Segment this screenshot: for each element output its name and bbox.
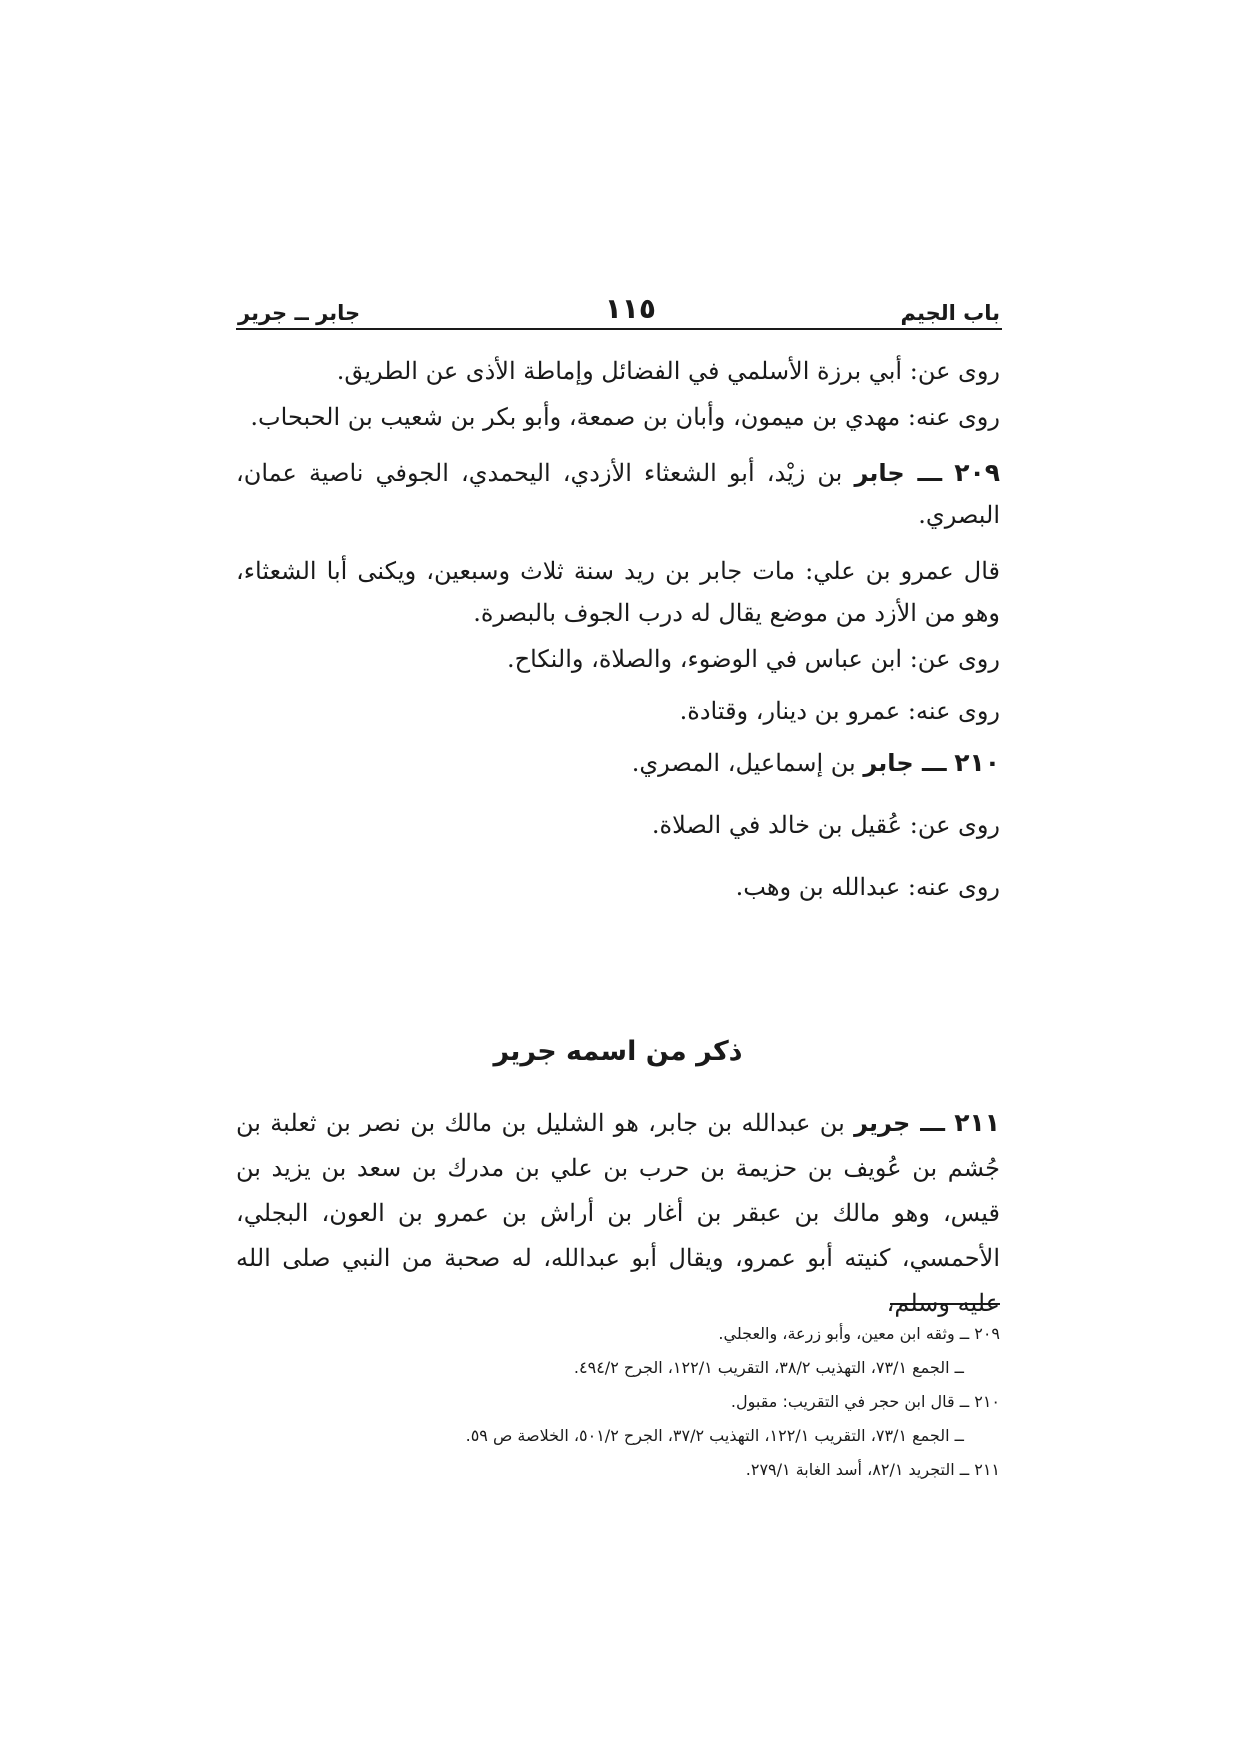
footnote-line: ٢٠٩ ــ وثقه ابن معين، وأبو زرعة، والعجلي. <box>718 1324 1000 1343</box>
paragraph-narrated-by: روى عنه: عمرو بن دينار، وقتادة. <box>679 697 1000 725</box>
entry-text: بن إسماعيل، المصري. <box>631 749 864 777</box>
paragraph-narrated-from: روى عن: أبي برزة الأسلمي في الفضائل وإماطة الأذى عن الطريق. <box>336 357 1000 385</box>
running-header <box>238 285 1000 325</box>
entry-number: ٢١٠ <box>954 748 1000 777</box>
section-heading: ذكر من اسمه جرير <box>493 1036 743 1067</box>
footnotes <box>236 1317 1000 1487</box>
footnote-line: ٢١٠ ــ قال ابن حجر في التقريب: مقبول. <box>730 1392 1000 1411</box>
header-entry-range: جابر ــ جرير <box>238 301 361 325</box>
entry-211 <box>236 1100 1000 1326</box>
entry-text: بن عبدالله بن جابر، هو الشليل بن مالك بن نصر بن ثعلبة بن جُشم بن عُويف بن حزيمة بن حرب بن علي بن مدرك بن سعد بن يزيد بن قيس، وهو مالك بن عبقر بن أغار بن أراش بن عمرو بن العون، البجلي، الأحمسي، كنيته أبو عمرو، ويقال أبو عبدالله، له صحبة من النبي صلى الله عليه وسلم، <box>236 1109 1000 1317</box>
paragraph-narrated-from: روى عن: عُقيل بن خالد في الصلاة. <box>651 811 1000 839</box>
paragraph-narrated-by: روى عنه: عبدالله بن وهب. <box>735 873 1000 901</box>
entry-name: ـــ جابر <box>863 749 947 777</box>
footnote-line: ٢١١ ــ التجريد ٨٢/١، أسد الغابة ٢٧٩/١. <box>745 1460 1000 1479</box>
footnote-rule <box>890 1303 1000 1305</box>
header-rule <box>236 328 1002 330</box>
main-text <box>236 350 1000 928</box>
entry-number: ٢٠٩ <box>954 458 1000 487</box>
entry-number: ٢١١ <box>954 1108 1000 1137</box>
entry-text: بن زيْد، أبو الشعثاء الأزدي، اليحمدي، الجوفي ناصية عمان، البصري. <box>236 459 1000 529</box>
entry-name: ـــ جرير <box>854 1109 945 1137</box>
entry-210 <box>236 742 1000 784</box>
page-number: ١١٥ <box>604 292 656 325</box>
paragraph-death-note: قال عمرو بن علي: مات جابر بن ريد سنة ثلاث وسبعين، ويكنى أبا الشعثاء، وهو من الأزد من موضع يقال له درب الجوف بالبصرة. <box>236 557 1001 627</box>
footnote-line: ــ الجمع ٧٣/١، التهذيب ٣٨/٢، التقريب ١٢٢/١، الجرح ٤٩٤/٢. <box>573 1358 964 1377</box>
footnote-line: ــ الجمع ٧٣/١، التقريب ١٢٢/١، التهذيب ٣٧/٢، الجرح ٥٠١/٢، الخلاصة ص ٥٩. <box>465 1426 964 1445</box>
entry-name: ـــ جابر <box>854 459 943 487</box>
header-chapter-title: باب الجيم <box>900 301 1000 325</box>
entry-209 <box>236 452 1000 536</box>
paragraph-narrated-from: روى عن: ابن عباس في الوضوء، والصلاة، والنكاح. <box>506 645 1000 673</box>
section-text <box>236 1100 1000 1326</box>
paragraph-narrated-by: روى عنه: مهدي بن ميمون، وأبان بن صمعة، وأبو بكر بن شعيب بن الحبحاب. <box>250 403 1000 431</box>
